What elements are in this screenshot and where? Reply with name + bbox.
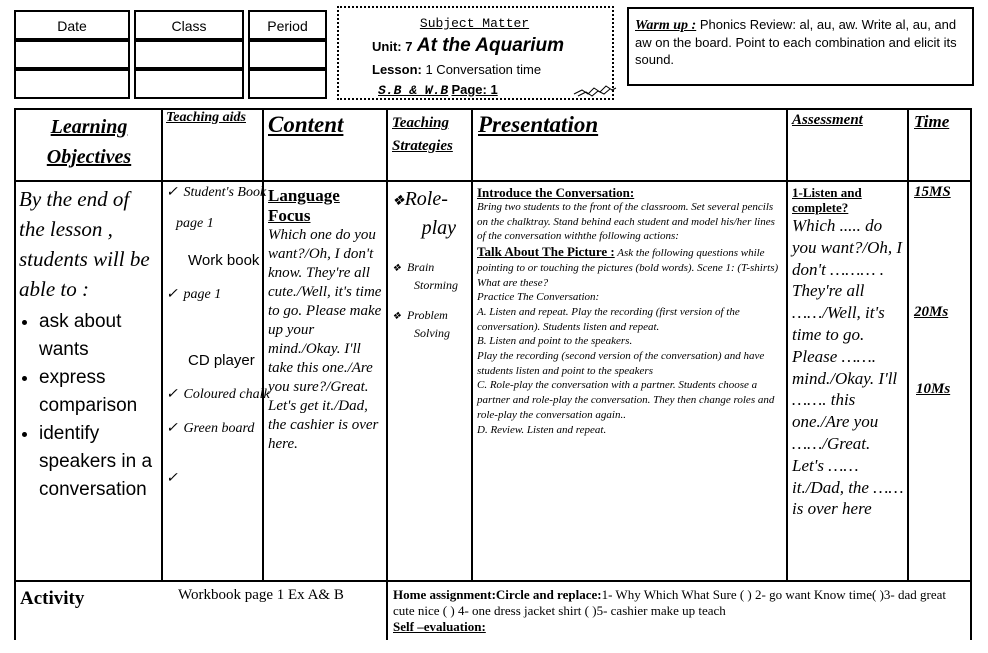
objectives-cell [19,184,159,504]
period-field-2[interactable] [248,69,327,99]
objective-item: • identify speakers in a conversation [39,420,159,504]
presentation-talk-title: Talk About The Picture : [477,244,615,260]
content-cell [268,186,384,454]
assessment-cell [792,185,904,520]
unit-line [372,35,564,57]
diamond-bullet-icon: ❖ [392,194,405,209]
presentation-cell [477,185,782,437]
date-label: Date [57,18,87,34]
col-divider-6 [907,108,909,582]
scribble-icon [572,82,618,98]
check-icon: ✓ [166,287,178,302]
objectives-intro: By the end of the lesson , students will be able to : [19,187,150,301]
warmup-text: Phonics Review: al, au, aw. Write al, au, and aw on the board. Point to each combination and elicit its sound. [635,17,957,67]
col-divider-5 [786,108,788,582]
strategy-problem-solving: ❖ Problem Solving [392,308,450,340]
presentation-step-d: D. Review. Listen and repeat. [477,423,607,436]
activity-label: Activity [20,588,85,609]
objectives-list [19,308,159,504]
objective-item: • ask about wants [39,308,159,364]
presentation-talk [477,245,782,290]
objective-item: • express comparison [39,364,159,420]
assessment-title: 1-Listen and complete? [792,185,862,215]
check-icon: ✓ [166,185,178,200]
aid-item: ✓ Green board [166,421,255,436]
header-teaching-strategies: Teaching Strategies [392,115,453,154]
unit-prefix: Unit: 7 [372,39,413,54]
aid-item: ✓ Coloured chalk [166,387,270,402]
lesson-title: 1 Conversation time [425,62,542,77]
presentation-intro-title: Introduce the Conversation: [477,185,635,200]
page-ref: Page: 1 [451,82,498,97]
strategy-brainstorming: ❖ Brain Storming [392,260,459,292]
aid-item: ✓ Student's Book [166,185,267,200]
subject-matter-title: Subject Matter [419,16,530,31]
diamond-bullet-icon: ❖ [392,311,401,322]
col-divider-3 [386,108,388,640]
presentation-intro-text: Bring two students to the front of the classroom. Set several pencils on the chalktray. Stand behind each student and model his/her lines of the conversation withthe following actions: [477,201,775,243]
strategies-cell [392,186,470,341]
col-divider-1 [161,108,163,582]
book-ref: S.B & W.B [378,83,449,98]
diamond-bullet-icon: ❖ [392,263,401,274]
presentation-step-b2: Play the recording (second version of the conversation) and have students listen and point to the speakers [477,350,765,377]
check-icon: ✓ [166,421,178,436]
col-divider-2 [262,108,264,582]
header-presentation: Presentation [478,112,599,137]
home-assignment-title: Home assignment:Circle and replace: [393,587,602,602]
presentation-practice: Practice The Conversation: [477,291,600,304]
time-value: 20Ms [914,304,949,320]
date-field-1[interactable] [14,40,130,69]
content-text: Which one do you want?/Oh, I don't know. They're all cute./Well, it's time to go. Please make up your mind./Okay. I'll take this one./Are you sure?/Great. Let's get it./Dad, the cashier is over here. [268,227,382,452]
aid-item: ✓ page 1 [166,287,222,302]
presentation-step-a: A. Listen and repeat. Play the recording (first version of the conversation). Students listen and repeat. [477,305,740,333]
home-assignment-block [393,587,967,635]
footer-divider [14,580,972,582]
lesson-line [372,62,541,77]
aid-item: Work book [188,252,260,269]
class-field-2[interactable] [134,69,244,99]
presentation-step-c: C. Role-play the conversation with a partner. Students choose a partner and role-play the conversation. They then change roles and role-play the conversation again.. [477,379,775,421]
strategy-roleplay: ❖Role- [392,188,448,210]
date-field-2[interactable] [14,69,130,99]
presentation-talk-text: Ask the following questions while pointing to or touching the pictures (bold words). Scene 1: (T-shirts) What are these? [477,247,779,289]
col-divider-4 [471,108,473,582]
header-teaching-aids: Teaching aids [166,110,246,125]
activity-value: Workbook page 1 Ex A& B [178,587,344,603]
self-evaluation: Self –evaluation: [393,619,486,634]
time-value: 15MS [914,184,951,200]
home-assignment-text: 1- Why Which What Sure ( ) 2- go want Know time( )3- dad great cute nice ( ) 4- one dress jacket shirt ( )5- cashier make up teach [393,587,946,618]
header-time: Time [914,112,950,131]
content-title: Language Focus [268,186,340,225]
aid-item: page 1 [176,216,214,231]
warmup-title: Warm up : [635,18,697,33]
header-learning-objectives: Learning Objectives [46,116,132,168]
check-icon: ✓ [166,387,178,402]
period-field-1[interactable] [248,40,327,69]
class-label: Class [171,18,207,34]
check-icon: ✓ [166,471,178,486]
aid-item [166,470,180,487]
book-ref-line [378,82,498,98]
lesson-prefix: Lesson: [372,62,422,77]
aid-item: CD player [188,352,255,369]
warmup-text-block [635,16,969,68]
time-value: 10Ms [916,381,951,397]
header-divider [14,180,972,182]
header-assessment: Assessment [792,112,863,128]
period-label: Period [267,18,308,34]
class-field-1[interactable] [134,40,244,69]
assessment-text: Which ..... do you want?/Oh, I don't ……… . They're all ……/Well, it's time to go. Please ……. mind./Okay. I'll ……. this one./Are you ……/Great. Let's …… it./Dad, the …… is over here [792,216,904,519]
strategy-play: play [421,217,456,239]
presentation-step-b: B. Listen and point to the speakers. [477,335,633,348]
header-content: Content [268,112,344,137]
unit-title: At the Aquarium [416,35,564,56]
